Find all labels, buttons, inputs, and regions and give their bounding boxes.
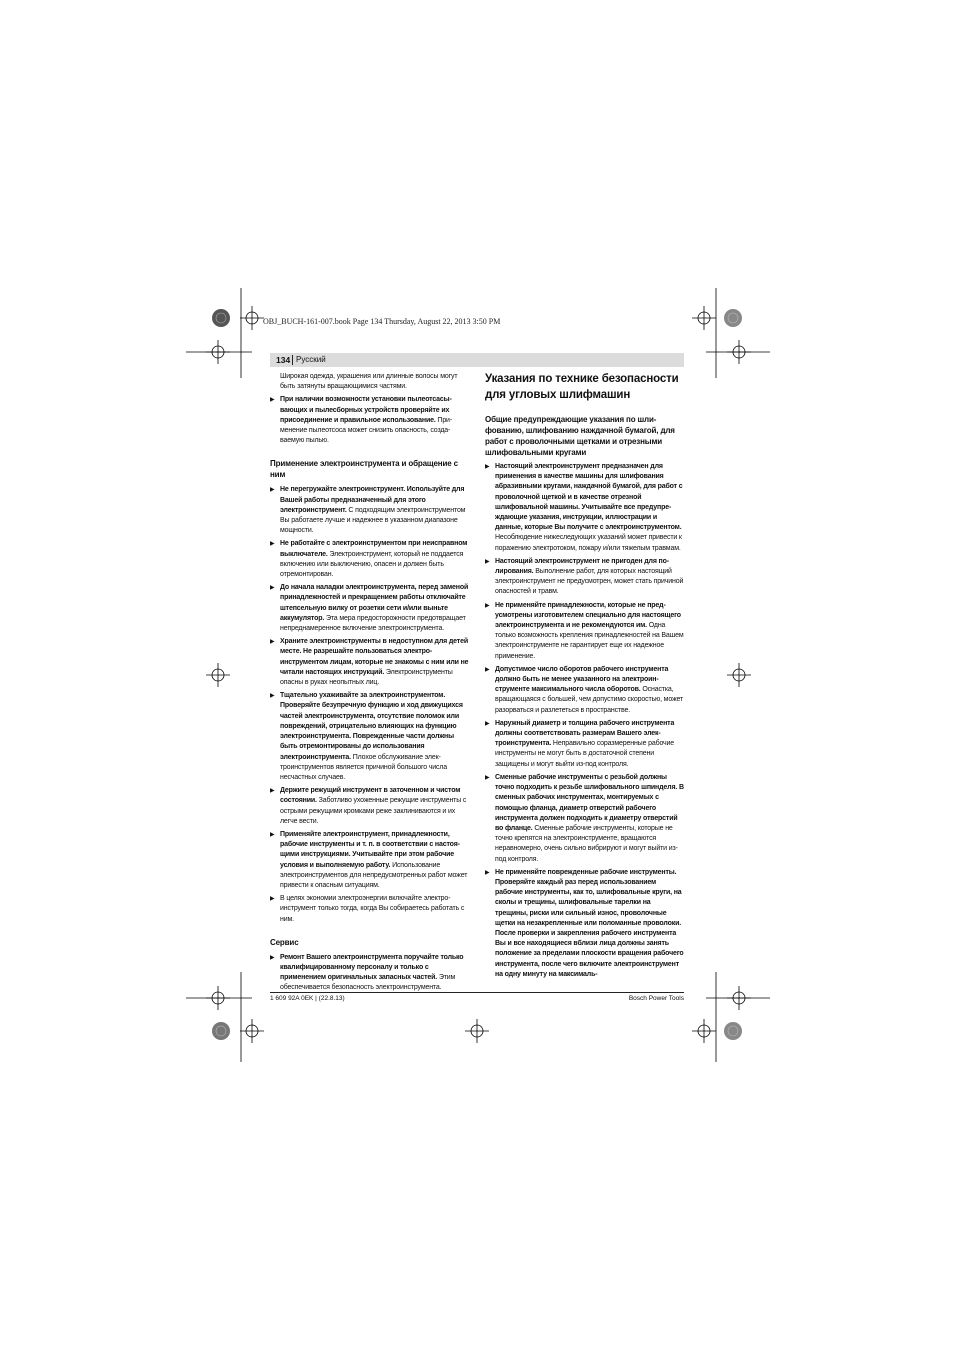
- subsection-heading: Общие предупреждающие указания по шлифованию, шлифованию наждачной бумагой, для работ с проволочными щетками и отрезными шлифовальными кругами: [485, 415, 675, 457]
- bullet-icon: ▶: [270, 831, 275, 838]
- bullet-icon: ▶: [270, 896, 275, 903]
- list-item: [485, 557, 685, 598]
- item-text: В целях экономии электроэнергии включайте электроинструмент только тогда, когда Вы собираетесь работать с ним.: [280, 895, 465, 923]
- bullet-icon: ▶: [270, 487, 275, 494]
- item-text: Заботливо ухоженные режущие инструменты с острыми режущими кромками реже заклиниваются и их легче вести.: [280, 797, 467, 825]
- item-bold: Не применяйте поврежденные рабочие инструменты. Проверяйте каждый раз перед использованием рабочие инструменты, как то, шлифовальные круги, на сколы и трещины, шлифовальные тарелки на трещины, риски или сильный износ, проволочные щетки на незакрепленные или поломанные проволоки. После проверки и закрепления рабочего инструмента Вы и все находящиеся вблизи лица должны занять положение за пределами плоскости вращения рабочего инструмента, после чего включите электроинструмент на одну минуту на максималь-: [495, 868, 684, 978]
- item-bold: Допустимое число оборотов рабочего инструмента должно быть не менее указанного на электроинструменте максимального числа оборотов.: [495, 665, 669, 694]
- item-text: Сменные рабочие инструменты, которые не точно крепятся на электроинструменте, вращаются неравномерно, очень сильно вибрируют и могут выйти из-под контроля.: [495, 824, 678, 863]
- bullet-icon: ▶: [485, 869, 490, 876]
- section-heading-service: Сервис: [270, 937, 299, 947]
- item-text: Электроинструменты опасны в руках неопытных лиц.: [280, 668, 453, 687]
- list-item: [270, 786, 470, 827]
- section-heading-grinders: Указания по технике безопасности для угловых шлифмашин: [485, 373, 679, 401]
- page-language: Русский: [296, 355, 326, 364]
- right-column: [485, 372, 685, 983]
- left-column: [270, 372, 470, 997]
- item-bold: Не работайте с электроинструментом при неисправном выключателе.: [280, 540, 468, 558]
- item-bold: До начала наладки электроинструмента, перед заменой принадлежностей и прекращением работы отключайте штепсельную вилку от розетки сети и/или выньте аккумулятор.: [280, 584, 469, 622]
- page-header-bar: [270, 353, 684, 367]
- bullet-icon: ▶: [270, 397, 275, 404]
- item-text: Несоблюдение нижеследующих указаний может привести к поражению электротоком, пожару и/или тяжелым травмам.: [495, 534, 682, 552]
- bullet-icon: ▶: [270, 541, 275, 548]
- page-number: 134: [276, 355, 291, 365]
- bullet-icon: ▶: [485, 602, 490, 609]
- item-bold: Наружный диаметр и толщина рабочего инструмента должны соответствовать размерам Вашего электроинструмента.: [495, 719, 675, 748]
- list-item: [270, 583, 470, 634]
- list-item: [485, 719, 685, 770]
- bullet-icon: ▶: [485, 720, 490, 727]
- bullet-icon: ▶: [270, 954, 275, 961]
- item-text: Использование электроинструментов для непредусмотренных работ может привести к опасным ситуациям.: [280, 861, 468, 889]
- item-bold: Применяйте электроинструмент, принадлежности, рабочие инструменты и т. п. в соответствии с настоящими инструкциями. Учитывайте при этом рабочие условия и выполняемую работу.: [280, 830, 460, 869]
- bullet-icon: ▶: [270, 693, 275, 700]
- item-text: Электроинструмент, который не поддается включению или выключению, опасен и должен быть отремонтирован.: [280, 550, 464, 579]
- bullet-icon: ▶: [485, 558, 490, 565]
- list-item: [270, 953, 470, 994]
- print-header: OBJ_BUCH-161-007.book Page 134 Thursday, August 22, 2013 3:50 PM: [263, 317, 501, 326]
- list-item: [270, 539, 470, 580]
- list-item: [270, 691, 470, 783]
- list-item: [485, 462, 685, 554]
- item-text: С подходящим электроинструментом Вы работаете лучше и надежнее в указанном диапазоне мощности.: [280, 506, 466, 535]
- item-bold: Не применяйте принадлежности, которые не предусмотрены изготовителем специально для настоящего электроинструмента и не рекомендуются им.: [495, 601, 681, 630]
- item-bold: Ремонт Вашего электроинструмента поручайте только квалифицированному персоналу и только с применением оригинальных запасных частей.: [280, 953, 464, 982]
- intro-text: Широкая одежда, украшения или длинные волосы могут быть затянуты вращающимися частями.: [280, 373, 458, 391]
- item-bold: Не перегружайте электроинструмент. Используйте для Вашей работы предназначенный для этого электроинструмент.: [280, 486, 465, 514]
- bullet-icon: ▶: [485, 666, 490, 673]
- item-text: Эта мера предосторожности предотвращает непреднамеренное включение электроинструмента.: [280, 614, 466, 633]
- item-bold: Сменные рабочие инструменты с резьбой должны точно подходить к резьбе шлифовального шпинделя. В сменных рабочих инструментах, монтируемых с помощью фланца, диаметр отверстий рабочего инструмента должен подходить к диаметру отверстий во фланце.: [495, 773, 684, 832]
- list-item: [485, 665, 685, 716]
- item-bold: Настоящий электроинструмент предназначен для применения в качестве машины для шлифования абразивными кругами, наждачной бумагой, для работ с проволочной щеткой и в качестве отрезной шлифовальной машины. Учитывайте все предупреждающие указания, инструкции, иллюстрации и данные, которые Вы получите с электроинструментом.: [495, 463, 683, 532]
- bullet-icon: ▶: [270, 585, 275, 592]
- list-item: [270, 637, 470, 688]
- item-text: Неправильно соразмеренные рабочие инструменты не могут быть в достаточной степени защищены и могут выйти из-под контроля.: [495, 740, 675, 768]
- bullet-icon: ▶: [485, 464, 490, 470]
- item-bold: Настоящий электроинструмент не пригоден для полирования.: [495, 557, 670, 576]
- item-text: Одна только возможность крепления принадлежностей на Вашем электроинструменте не гарантирует еще их надежное применение.: [495, 622, 684, 660]
- list-item: [485, 773, 685, 865]
- bullet-icon: ▶: [270, 639, 275, 646]
- section-heading-use: Применение электроинструмента и обращение с ним: [270, 459, 458, 480]
- item-text: Оснастка, вращающаяся с большей, чем допустимо скоростью, может разорваться и разлететься в пространстве.: [495, 686, 684, 714]
- item-bold: При наличии возможности установки пылеотсасывающих и пылесборных устройств проверяйте их присоединение и правильное использование.: [280, 396, 452, 424]
- footer-doc-number: 1 609 92A 0EK | (22.8.13): [270, 995, 345, 1002]
- item-bold: Тщательно ухаживайте за электроинструментом. Проверяйте безупречную функцию и ход движущихся частей электроинструмента, отсутствие поломок или повреждений, отрицательно влияющих на функцию электроинструмента. Поврежденные части должны быть отремонтированы до использования электроинструмента.: [280, 692, 463, 761]
- list-item: [270, 894, 470, 925]
- item-text: Этим обеспечивается безопасность электроинструмента.: [280, 974, 456, 992]
- bullet-icon: ▶: [485, 774, 490, 781]
- footer-rule: [270, 992, 684, 993]
- list-item: [270, 485, 470, 536]
- list-item: [270, 830, 470, 891]
- item-text: Выполнение работ, для которых настоящий электроинструмент не предусмотрен, может стать причиной опасностей и травм.: [495, 568, 684, 596]
- item-text: Плохое обслуживание электроинструментов является причиной большого числа несчастных случаев.: [280, 753, 448, 781]
- item-bold: Держите режущий инструмент в заточенном и чистом состоянии.: [280, 787, 461, 805]
- list-item: [485, 868, 685, 980]
- bullet-icon: ▶: [270, 788, 275, 795]
- item-text: Применение пылеотсоса может снизить опасность, создаваемую пылью.: [280, 416, 453, 445]
- list-item: [270, 395, 470, 446]
- footer-brand: Bosch Power Tools: [628, 995, 684, 1002]
- page-header-divider: [292, 355, 293, 365]
- item-bold: Храните электроинструменты в недоступном для детей месте. Не разрешайте пользоваться электроинструментом лицам, которые не знакомы с ним или не читали настоящих инструкций.: [280, 638, 469, 676]
- list-item: [485, 601, 685, 662]
